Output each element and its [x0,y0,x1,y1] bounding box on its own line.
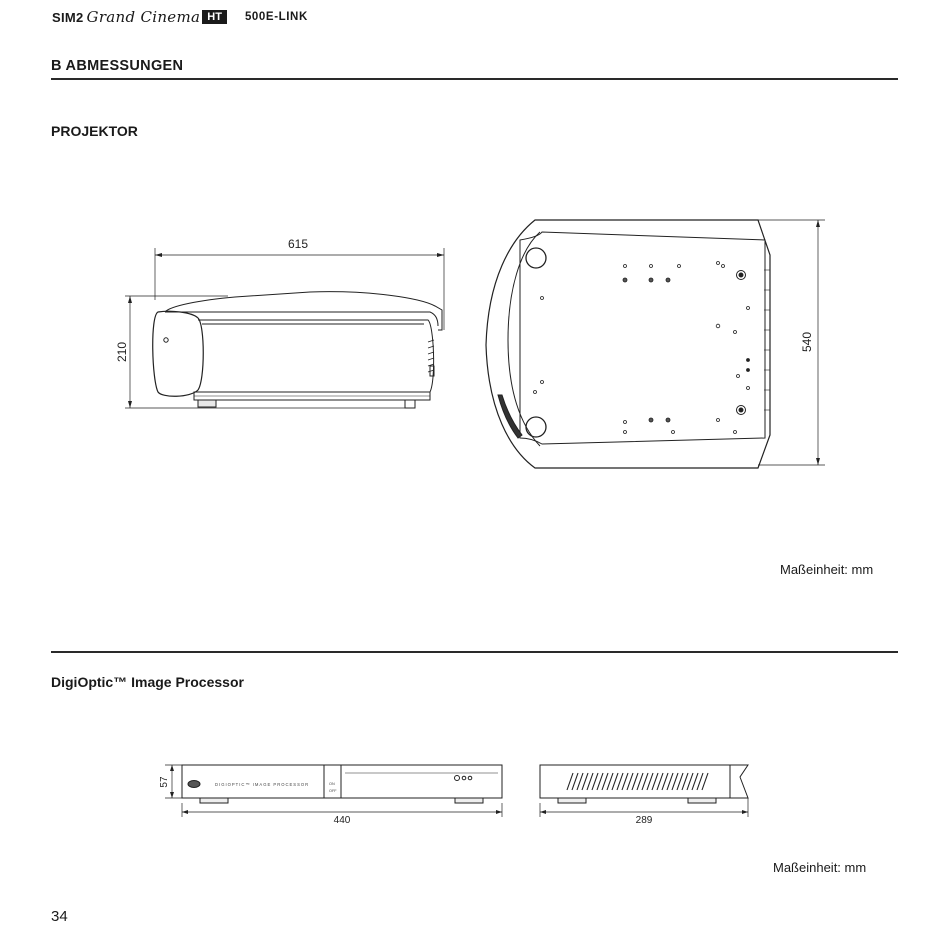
processor-front-view [150,755,510,830]
processor-width-label: 440 [333,815,351,826]
projector-title: PROJEKTOR [51,123,138,139]
projector-width-label: 615 [287,237,309,251]
section-rule [51,78,898,80]
processor-panel-text: DIGIOPTIC™ IMAGE PROCESSOR [215,782,310,787]
model-name: 500E-LINK [244,11,308,23]
projector-height-label: 210 [115,341,129,363]
page-number: 34 [51,908,68,925]
processor-switch-off: OFF [329,789,337,793]
brand-sim2: SIM2 [52,9,84,25]
processor-unit-note: Maßeinheit: mm [773,860,867,875]
brand-grand-cinema: Grand Cinema [86,8,201,26]
processor-height-label: 57 [159,776,170,788]
brand-ht-badge: HT [202,10,227,24]
processor-switch-on: ON [329,782,335,786]
brand-header [52,8,308,26]
projector-side-view [110,230,460,430]
section-title: B ABMESSUNGEN [51,58,184,74]
processor-title: DigiOptic™ Image Processor [51,674,244,690]
projector-bottom-view [480,210,825,480]
projector-depth-label: 540 [800,331,814,353]
projector-unit-note: Maßeinheit: mm [780,562,874,577]
processor-side-view [530,755,760,830]
processor-depth-label: 289 [635,815,653,826]
processor-section-rule [51,651,898,653]
